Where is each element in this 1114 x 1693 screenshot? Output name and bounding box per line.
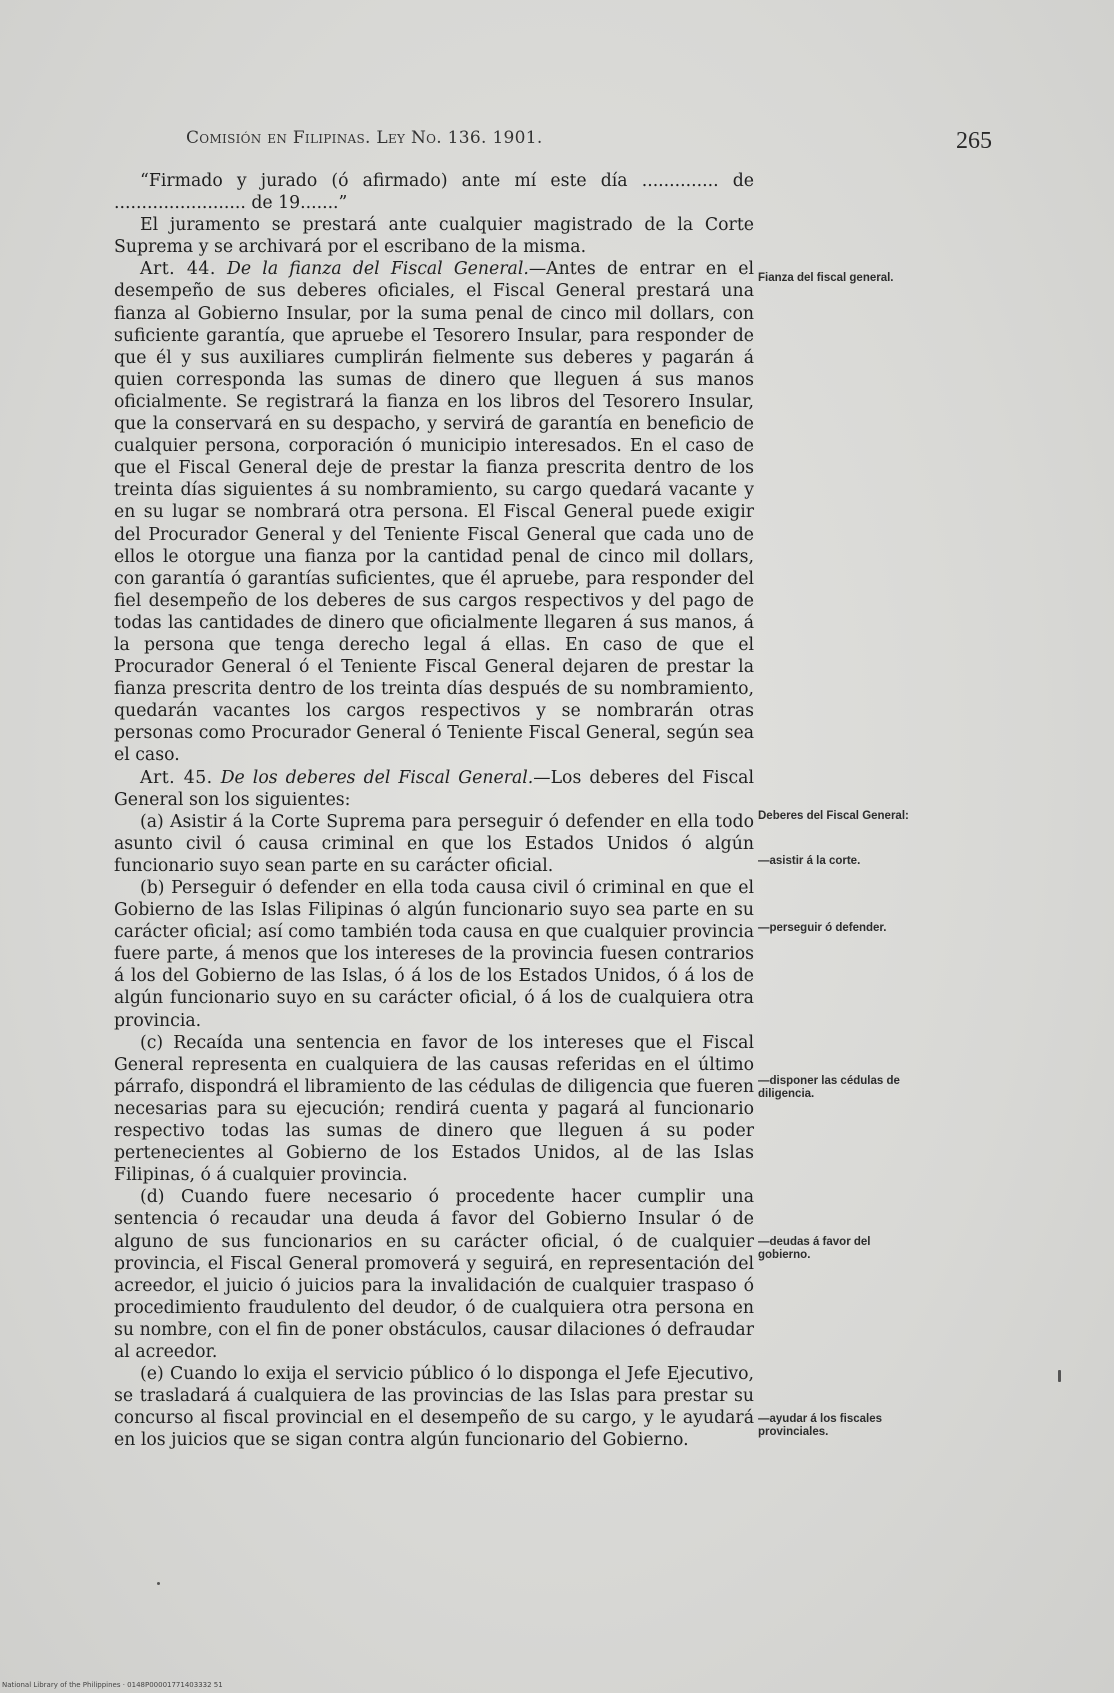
item-text: Recaída una sentencia en favor de los intereses que el Fiscal General representa en cualquiera de las causas referidas en el último párrafo, dispondrá el libramiento de las cédulas de diligencia que fueren necesarias para su ejecución; rendirá cuenta y pagará al funcionario respectivo todas las sumas de dinero que lleguen á su poder pertenecientes al Gobierno de los Estados Unidos, al de las Islas Filipinas, ó á cualquier provincia.	[114, 1032, 754, 1186]
article-45-item-c	[114, 1032, 754, 1187]
scan-footer: National Library of the Philippines · 0148P00001771403332 51	[2, 1681, 223, 1689]
article-45-text: —Los deberes del Fiscal General son los siguientes:	[114, 767, 755, 810]
margin-note-ayudar: —ayudar á los fiscales provinciales.	[758, 1413, 883, 1438]
page-number: 265	[956, 128, 992, 154]
scan-speck	[157, 1582, 160, 1585]
oath-formula: “Firmado y jurado (ó afirmado) ante mí este día .............. de ........................ de 19.......”	[114, 171, 754, 214]
scan-speck	[1058, 1370, 1061, 1382]
article-45-title: De los deberes del Fiscal General.	[220, 767, 534, 788]
margin-note-deberes: Deberes del Fiscal General:	[758, 810, 909, 822]
running-header: Comisión en Filipinas. Ley No. 136. 1901.	[186, 128, 543, 148]
oath-paragraph: El juramento se prestará ante cualquier magistrado de la Corte Suprema y se archivará por el escribano de la misma.	[114, 215, 754, 258]
article-45-item-a	[114, 811, 754, 877]
margin-note-disponer: —disponer las cédulas de diligencia.	[758, 1075, 900, 1100]
item-text: Asistir á la Corte Suprema para perseguir ó defender en ella todo asunto civil ó causa criminal en que los Estados Unidos ó algún funcionario suyo sean parte en su carácter oficial.	[114, 811, 754, 876]
article-44-number: Art. 44.	[140, 259, 216, 280]
article-45	[114, 767, 754, 811]
article-44-title: De la fianza del Fiscal General.	[227, 259, 529, 280]
item-text: Cuando fuere necesario ó procedente hacer cumplir una sentencia ó recaudar una deuda á favor del Gobierno Insular ó de alguno de sus funcionarios en su carácter oficial, ó de cualquier provincia, el Fiscal General promoverá y seguirá, en representación del acreedor, el juicio ó juicios para la invalidación de cualquier traspaso ó procedimiento fraudulento del deudor, ó de cualquiera otra persona en su nombre, con el fin de poner obstáculos, causar dilaciones ó defraudar al acreedor.	[114, 1187, 754, 1362]
item-text: Cuando lo exija el servicio público ó lo disponga el Jefe Ejecutivo, se trasladará á cualquiera de las provincias de las Islas para prestar su concurso al fiscal provincial en el desempeño de su cargo, y le ayudará en los juicios que se sigan contra algún funcionario del Gobierno.	[114, 1364, 754, 1451]
margin-note-asistir: —asistir á la corte.	[758, 855, 861, 867]
margin-note-deudas: —deudas á favor del gobierno.	[758, 1236, 871, 1261]
item-label: (b)	[140, 878, 165, 898]
item-label: (c)	[140, 1032, 164, 1053]
body-text	[114, 170, 754, 1451]
item-label: (e)	[140, 1364, 164, 1385]
article-44	[114, 258, 754, 766]
item-text: Perseguir ó defender en ella toda causa civil ó criminal en que el Gobierno de las Islas Filipinas ó algún funcionario suyo sea parte en su carácter oficial; así como también toda causa en que cualquier provincia fuere parte, á menos que los intereses de la provincia fuesen contrarios á los del Gobierno de las Islas, ó á los de los Estados Unidos, ó á los de algún funcionario suyo en su carácter oficial, ó á los de cualquiera otra provincia.	[114, 878, 754, 1031]
article-44-text: —Antes de entrar en el desempeño de sus deberes oficiales, el Fiscal General prestará una fianza al Gobierno Insular, por la suma penal de cinco mil dollars, con suficiente garantía, que apruebe el Tesorero Insular, para responder de que él y sus auxiliares cumplirán fielmente sus deberes y pagarán á quien corresponda las sumas de dinero que lleguen á sus manos oficialmente. Se registrará la fianza en los libros del Tesorero Insular, que la conservará en su despacho, y servirá de garantía en beneficio de cualquier persona, corporación ó municipio interesados. En el caso de que el Fiscal General deje de prestar la fianza prescrita dentro de los treinta días siguientes á su nombramiento, su cargo quedará vacante y en su lugar se nombrará otra persona. El Fiscal General puede exigir del Procurador General y del Teniente Fiscal General que cada uno de ellos le otorgue una fianza por la cantidad penal de cinco mil dollars, con garantía ó garantías suficientes, que él apruebe, para responder del fiel desempeño de los deberes de sus cargos respectivos y del pago de todas las cantidades de dinero que oficialmente llegaren á sus manos, á la persona que tenga derecho legal á ellas. En caso de que el Procurador General ó el Teniente Fiscal General dejaren de prestar la fianza prescrita dentro de los treinta días después de su nombramiento, quedarán vacantes los cargos respectivos y se nombrarán otras personas como Procurador General ó Teniente Fiscal General, según sea el caso.	[114, 259, 755, 766]
item-label: (d)	[140, 1187, 165, 1208]
article-45-item-b	[114, 877, 754, 1032]
margin-note-perseguir: —perseguir ó defender.	[758, 922, 887, 934]
article-45-number: Art. 45.	[140, 767, 213, 788]
item-label: (a)	[140, 811, 164, 832]
article-45-item-e	[114, 1363, 754, 1451]
margin-note-fianza: Fianza del fiscal general.	[758, 272, 894, 284]
article-45-item-d	[114, 1186, 754, 1363]
